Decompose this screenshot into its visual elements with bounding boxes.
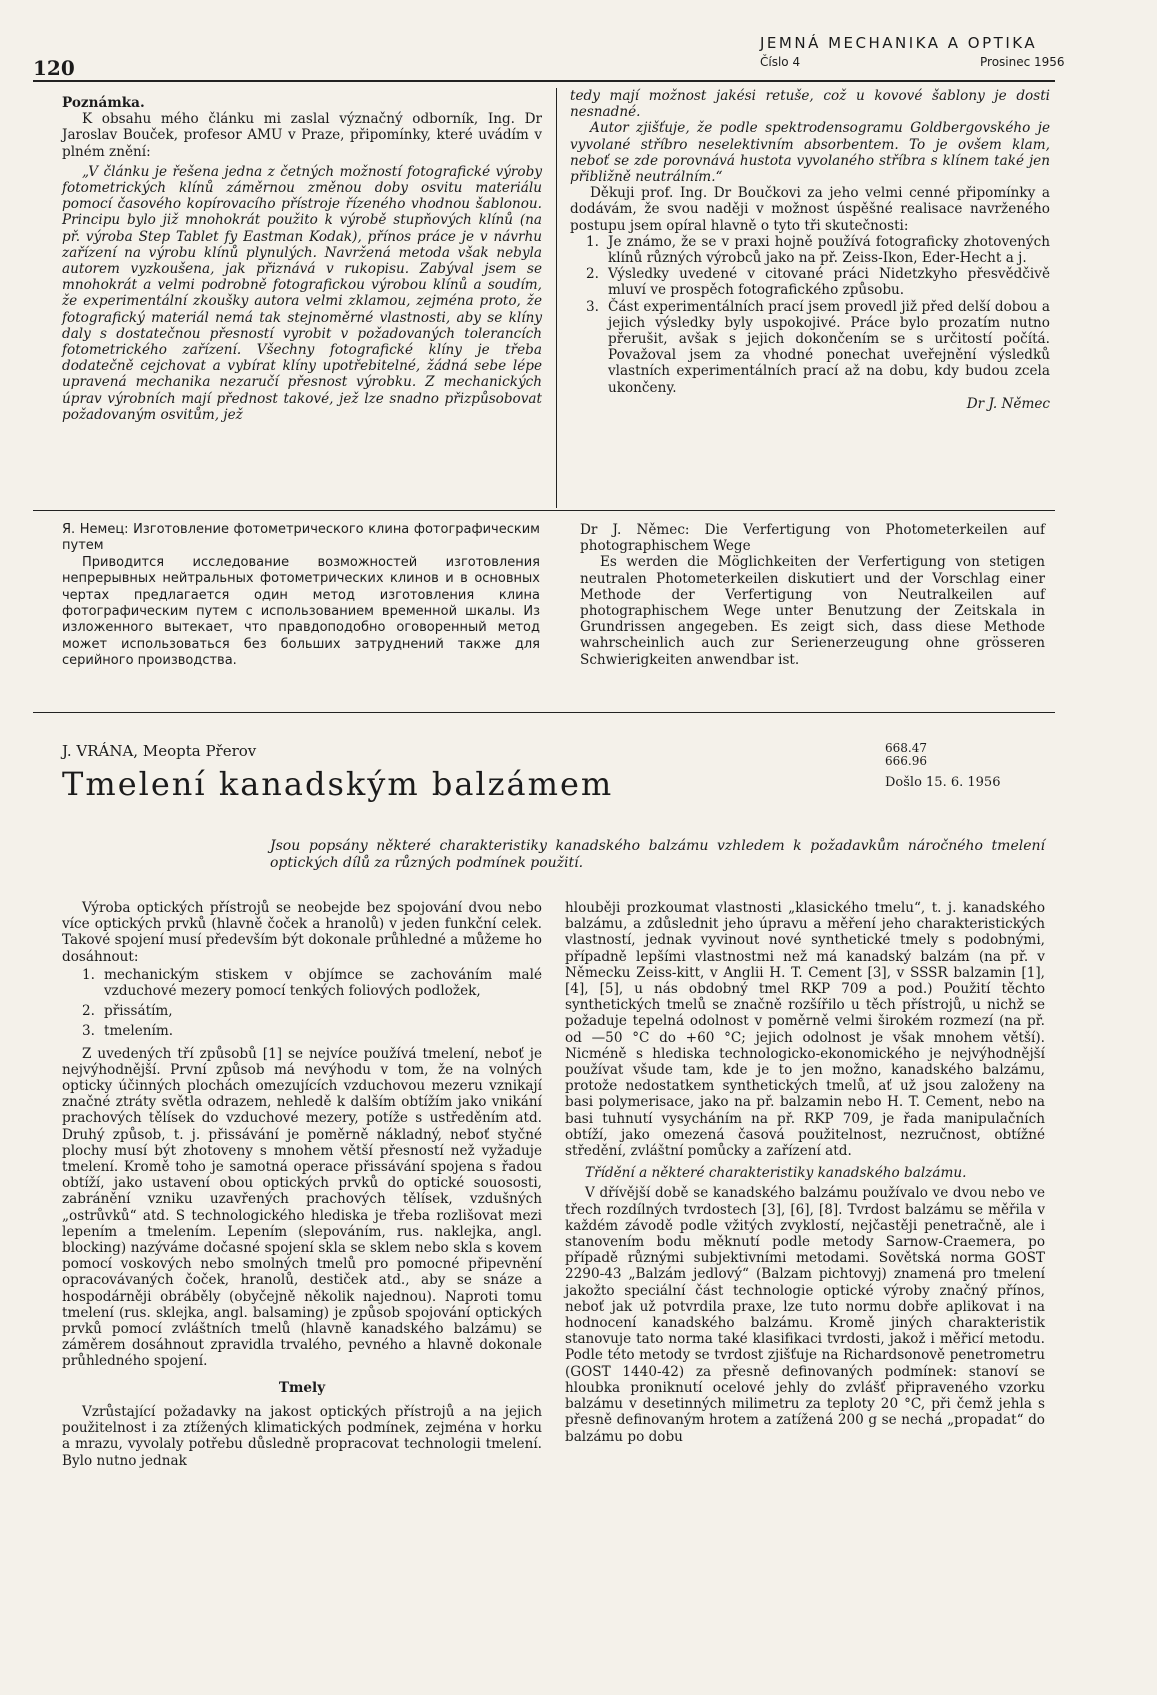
german-summary-title: Dr J. Němec: Die Verfertigung von Photometerkeilen auf photographischem Wege bbox=[580, 522, 1045, 555]
paragraph: hlouběji prozkoumat vlastnosti „klasického tmelu“, t. j. kanadského balzámu, a zdůslednit jeho úpravu a měření jeho charakteristických vlastností, jednak vyvinout nové synthetické tmely s podobnými, případně lepšími vlastnostmi než má kanadský balzám (na př. v Německu Zeiss-kitt, v Anglii H. T. Cement [3], v SSSR balzamin [1], [4], [5], u nás obdobný tmel RKP 709 a pod.) Použití těchto synthetických tmelů se značně rozšířilo u těch přístrojů, u nichž se požaduje tepelná odolnost v poměrně velmi širokém rozmezí (na př. od —50 °C do +60 °C; jejich odolnost je však mnohem větší). Nicméně s hlediska technologicko-ekonomického je nejvýhodnější používat všude tam, kde je to jen možno, kanadského balzámu, protože nedostatkem synthetických tmelů, ať už jsou založeny na basi polymerisace, jako na př. balzamin nebo H. T. Cement, nebo na basi tuhnutí vysycháním na př. RKP 709, je řada manipulačních obtíží, jako omezená časová použitelnost, nezručnost, obtížné středění, zvláštní pomůcky a zařízení atd. bbox=[565, 900, 1045, 1160]
list-item: 2. přissátím, bbox=[82, 1003, 173, 1020]
note-quote-right-1: tedy mají možnost jakési retuše, což u kovové šablony je dosti nesnadné. bbox=[570, 88, 1050, 121]
note-intro: K obsahu mého článku mi zaslal význačný odborník, Ing. Dr Jaroslav Bouček, profesor AMU v Praze, připomínky, které uvádím v plném znění: bbox=[62, 111, 542, 160]
udc-code: 668.47 bbox=[885, 741, 927, 755]
note-left-column bbox=[62, 95, 542, 423]
column-divider bbox=[556, 88, 557, 508]
journal-title: JEMNÁ MECHANIKA A OPTIKA bbox=[760, 34, 1038, 52]
section-heading-tmely: Tmely bbox=[278, 1379, 326, 1396]
german-summary-body: Es werden die Möglichkeiten der Verfertigung von stetigen neutralen Photometerkeilen diskutiert und der Vorschlag einer Methode der Verfertigung von Neutralkeilen auf photographischem Wege unter Benutzung der Zeitskala in Grundrissen angegeben. Es zeigt sich, dass diese Methode wahrscheinlich auch zur Serienerzeugung ohne grösseren Schwierigkeiten anwendbar ist. bbox=[580, 554, 1045, 668]
issue-date: Prosinec 1956 bbox=[980, 55, 1065, 69]
article-rule bbox=[33, 712, 1055, 713]
list-item: 2. Výsledky uvedené v citované práci Nidetzkyho přesvědčivě mluví ve prospěch fotografického způsobu. bbox=[586, 266, 1050, 299]
russian-summary-body: Приводится исследование возможностей изготовления непрерывных нейтральных фотометрических клинов и в основных чертах предлагается один метод изготовления клина фотографическим путем с использованием временной шкалы. Из изложенного вытекает, что правдоподобно оговоренный метод может использоваться без больших затруднений также для серийного производства. bbox=[62, 554, 540, 669]
paragraph: Vzrůstající požadavky na jakost optických přístrojů a na jejich použitelnost i za ztížených klimatických podmínek, zejména v horku a mrazu, vyvolaly potřebu důsledně propracovat technologii tmelení. Bylo nutno jednak bbox=[62, 1403, 542, 1469]
issue-number: Číslo 4 bbox=[760, 55, 801, 69]
received-date: Došlo 15. 6. 1956 bbox=[885, 775, 1001, 790]
paragraph: V dřívější době se kanadského balzámu používalo ve dvou nebo ve třech rozdílných tvrdostech [3], [6], [8]. Tvrdost balzámu se měřila v každém závodě podle vžitých zvyklostí, nejčastěji penetračně, ale i stanovením bodu měknutí podle metody Sarnow-Craemera, po případě různými subjektivními metodami. Sovětská norma GOST 2290-43 „Balzám jedlový“ (Balzam pichtovyj) znamená pro tmelení jakožto speciální část technologie optické výroby značný přínos, neboť jak už potvrdila praxe, lze tuto normu dobře aplikovat i na hodnocení kanadského balzámu. Kromě jiných charakteristik stanovuje tato norma také klasifikaci tvrdosti, jakož i měřicí metodu. Podle této metody se tvrdost zjišťuje na Richardsonově penetrometru (GOST 1440-42) za přesně definovaných podmínek: stanoví se hloubka proniknutí ocelové jehly do zvlášť připraveného vzorku balzámu v desetinných milimetru za teploty 20 °C, při čemž jehla s přesně definovaným hrotem a zatížená 200 g se nechá „propadat“ do balzámu po dobu bbox=[565, 1185, 1045, 1445]
note-heading: Poznámka. bbox=[62, 95, 145, 111]
german-summary bbox=[580, 522, 1045, 668]
article-abstract: Jsou popsány některé charakteristiky kanadského balzámu vzhledem k požadavkům náročného tmelení optických dílů za různých podmínek použití. bbox=[270, 838, 1045, 871]
list-item: 1. Je známo, že se v praxi hojně používá fotograficky zhotovených klínů různých výrobců jako na př. Zeiss-Ikon, Eder-Hecht a j. bbox=[586, 233, 1050, 267]
note-right-column bbox=[570, 88, 1050, 412]
udc-code: 666.96 bbox=[885, 754, 927, 768]
note-list bbox=[570, 234, 1050, 396]
article-left-column bbox=[62, 900, 542, 1469]
article-right-column bbox=[565, 900, 1045, 1445]
paragraph: Výroba optických přístrojů se neobejde bez spojování dvou nebo více optických prvků (hlavně čoček a hranolů) v jeden funkční celek. Takové spojení musí především být dokonale průhledné a můžeme ho dosáhnout: bbox=[62, 900, 542, 965]
paragraph: Z uvedených tří způsobů [1] se nejvíce používá tmelení, neboť je nejvýhodnější. První způsob má nevýhodu v tom, že na volných opticky účinných plochách omezujících vzduchovou mezeru vznikají značné ztráty světla odrazem, nehledě k dalším obtížím jako vnikání prachových tělísek do vzduchové mezery, potíže s ustředěním atd. Druhý způsob, t. j. přissávání je poměrně nákladný, neboť styčné plochy musí být zhotoveny s mnohem větší přesností než vyžaduje tmelení. Kromě toho je samotná operace přissávání spojena s řadou obtíží, jako ustavení obou optických prvků do optické souososti, zabránění vzniku uzavřených prachových tělísek, vzdušných „ostrůvků“ atd. S technologického hlediska je třeba rozlišovat mezi lepením a tmelením. Lepením (slepováním, rus. naklejka, angl. blocking) nazýváme dočasné spojení skla se sklem nebo skla s kovem pomocí voskových nebo smolných tmelů pro pomocné připevnění opracovávaných čoček, hranolů, destiček atd., aby se snáze a hospodárněji obráběly (obyčejně několik najednou). Naproti tomu tmelení (rus. sklejka, angl. balsaming) je způsob spojování optických prvků pomocí zvláštních tmelů (hlavně kanadského balzámu) se záměrem dosáhnout zpravidla trvalého, pevného a hlavně dokonale průhledného spojení. bbox=[62, 1045, 542, 1370]
list-item: 1. mechanickým stiskem v objímce se zachováním malé vzduchové mezery pomocí tenkých foliových podložek, bbox=[82, 966, 542, 1000]
article-author: J. VRÁNA, Meopta Přerov bbox=[62, 742, 257, 760]
note-quote-left: „V článku je řešena jedna z četných možností fotografické výroby fotometrických klínů záměrnou změnou doby osvitu materiálu pomocí časového kopírovacího přístroje řízeného vhodnou šablonou. Principu bylo již mnohokrát použito k výrobě stupňových klínů (na př. výroba Step Tablet fy Eastman Kodak), přínos práce je v návrhu zařízení na výrobu klínů plynulých. Navržená metoda však nebyla autorem vyzkoušena, jak přiznává v rukopisu. Zabýval jsem se mnohokrát a velmi podrobně fotografickou výrobou klínů a soudím, že experimentální zkoušky autora velmi zklamou, zejména proto, že fotografický materiál nemá tak stejnoměrné vlastnosti, aby se klíny daly s dostatečnou přesností vyrobit v požadovaných tolerancích fotometrického zařízení. Všechny fotografické klíny je třeba dodatečně cejchovat a vybírat klíny upotřebitelné, žádná sebe lépe upravená mechanika nezaručí přesnost výrobku. Z mechanických úprav výrobních mají přednost takové, jež lze snadno přizpůsobovat požadovaným osvitům, jež bbox=[62, 163, 542, 423]
list-item: 3. Část experimentálních prací jsem provedl již před delší dobou a jejich výsledky byly uspokojivé. Práce bylo prozatím nutno přerušit, avšak s jejich dokončením se s určitostí počítá. Považoval jsem za vhodné ponechat uveřejnění výsledků vlastních experimentálních prací až na dobu, kdy budou zcela ukončeny. bbox=[586, 298, 1050, 396]
udc-codes bbox=[885, 742, 927, 768]
header-rule bbox=[33, 80, 1055, 82]
section-rule bbox=[33, 510, 1055, 511]
list-item: 3. tmelením. bbox=[82, 1023, 174, 1040]
note-signature: Dr J. Němec bbox=[966, 395, 1050, 412]
subsection-heading: Třídění a některé charakteristiky kanadského balzámu. bbox=[585, 1165, 967, 1182]
note-quote-right-2: Autor zjišťuje, že podle spektrodensogramu Goldbergovského je vyvolané stříbro neselektivním absorbentem. To je ovšem klam, neboť se zde porovnává hustota vyvolaného stříbra s klínem také jen přibližně neutrálním.“ bbox=[570, 120, 1050, 186]
russian-summary bbox=[62, 522, 540, 670]
russian-summary-title: Я. Немец: Изготовление фотометрического клина фотографическим путем bbox=[62, 522, 540, 554]
methods-list bbox=[62, 967, 542, 1040]
note-reply: Děkuji prof. Ing. Dr Boučkovi za jeho velmi cenné připomínky a dodávám, že svou naději v možnost úspěšné realisace navrženého postupu jsem opíral hlavně o tyto tři skutečnosti: bbox=[570, 185, 1050, 234]
article-title: Tmelení kanadským balzámem bbox=[62, 765, 614, 803]
page-number: 120 bbox=[33, 56, 75, 80]
